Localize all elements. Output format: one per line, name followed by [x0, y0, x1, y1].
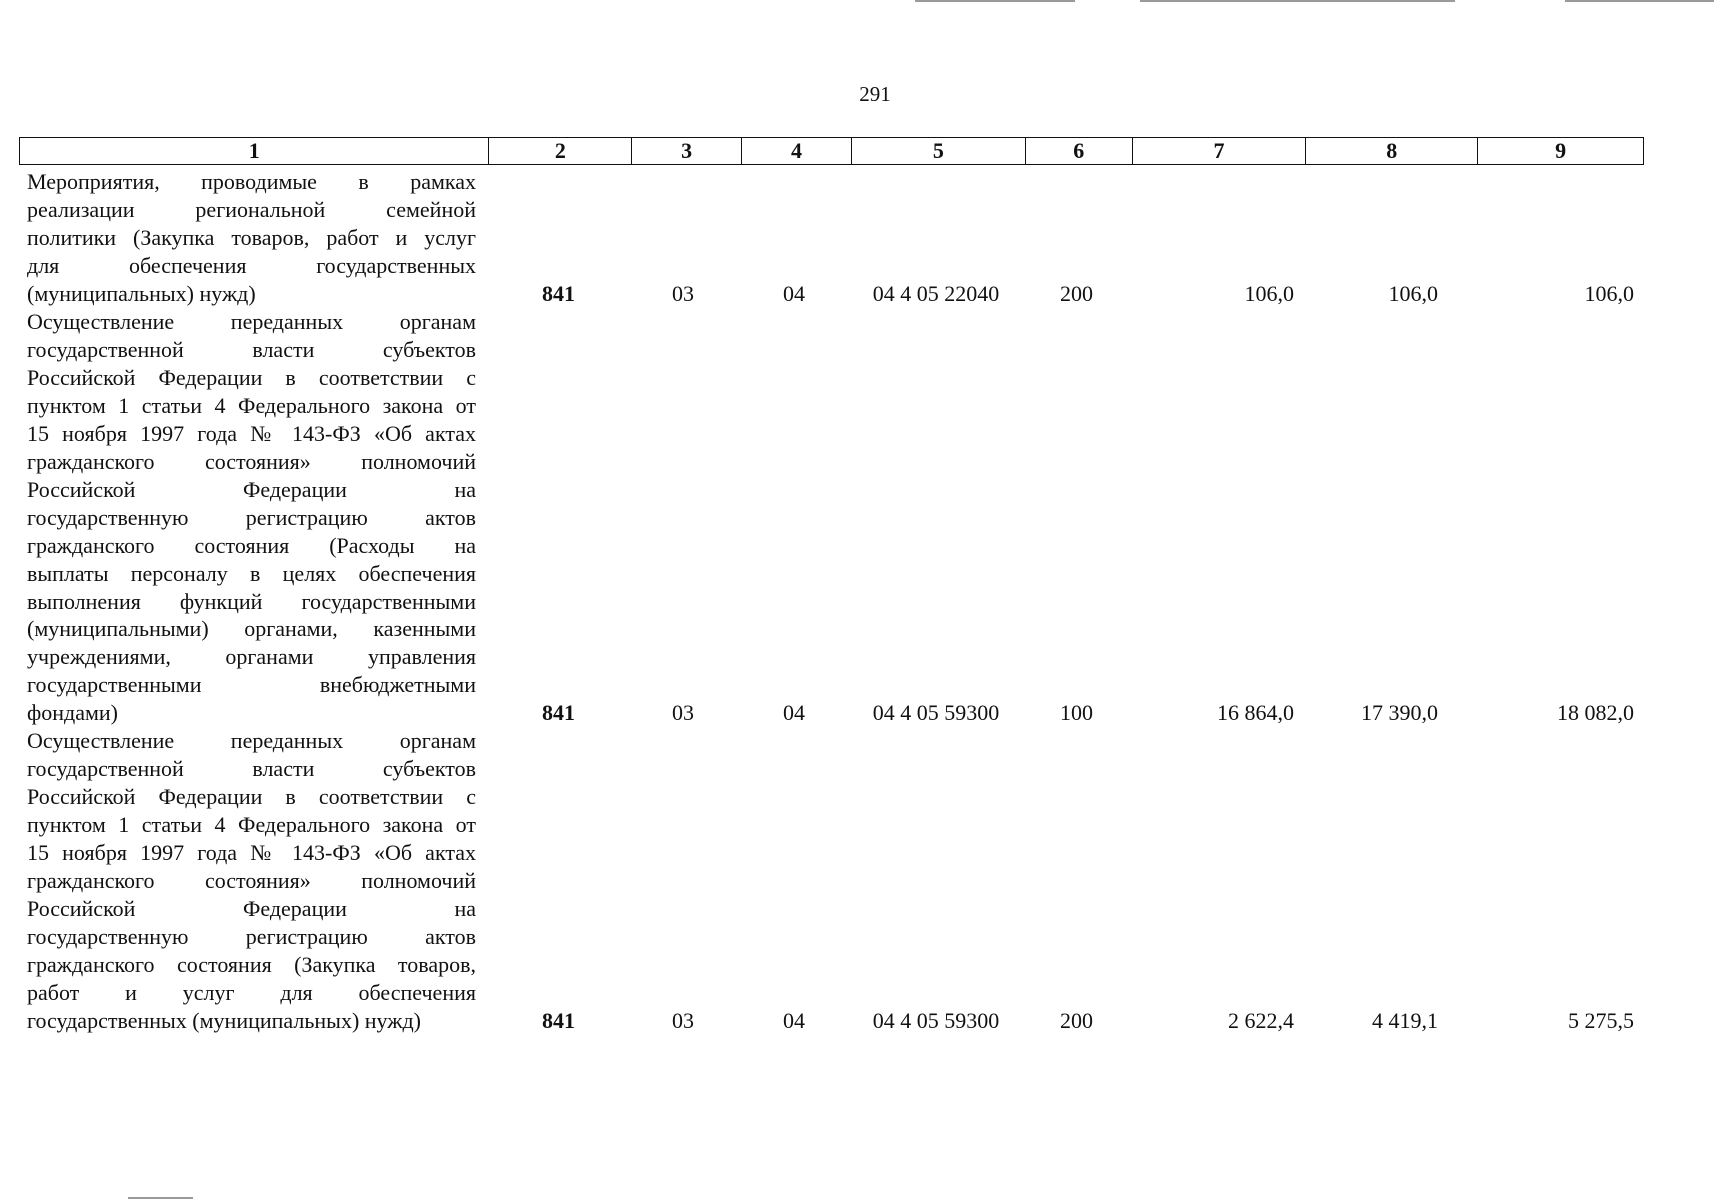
amount-year-3: 106,0 [1584, 281, 1634, 306]
description-line: пунктом 1 статьи 4 Федерального закона от [27, 392, 476, 418]
scan-artifact-top-3 [1565, 0, 1714, 2]
column-header-8: 8 [1305, 138, 1477, 164]
description-line: (муниципальными) органами, казенными [27, 616, 476, 642]
description-line: государственную регистрацию актов [27, 504, 476, 530]
row-description [27, 308, 476, 727]
description-line: работ и услуг для обеспечения [27, 979, 476, 1005]
amount-year-2: 17 390,0 [1361, 700, 1438, 725]
description-line: фондами) [27, 700, 119, 726]
description-line: Российской Федерации на [27, 895, 476, 921]
section-code: 03 [672, 1008, 694, 1033]
description-line: политики (Закупка товаров, работ и услуг [27, 224, 476, 250]
subsection-code: 04 [783, 1008, 805, 1033]
description-line: выполнения функций государственными [27, 588, 476, 614]
amount-year-2: 106,0 [1388, 281, 1438, 306]
description-line: гражданского состояния» полномочий [27, 867, 476, 893]
scan-artifact-top-2 [1140, 0, 1455, 2]
description-line: для обеспечения государственных [27, 252, 476, 278]
section-code: 03 [672, 281, 694, 306]
column-header-5: 5 [851, 138, 1025, 164]
amount-year-3: 5 275,5 [1568, 1008, 1634, 1033]
table-header-row [19, 137, 1644, 165]
expense-type-code: 200 [1060, 1008, 1093, 1033]
description-line: государственных (муниципальных) нужд) [27, 1007, 421, 1033]
target-article-code: 04 4 05 59300 [872, 700, 1000, 725]
column-header-9: 9 [1477, 138, 1643, 164]
column-header-4: 4 [741, 138, 851, 164]
subsection-code: 04 [783, 700, 805, 725]
column-header-3: 3 [631, 138, 741, 164]
amount-year-3: 18 082,0 [1557, 700, 1634, 725]
description-line: гражданского состояния (Расходы на [27, 532, 476, 558]
description-line: учреждениями, органами управления [27, 644, 476, 670]
scan-artifact-top-1 [915, 0, 1075, 2]
description-line: Российской Федерации на [27, 476, 476, 502]
description-line: Осуществление переданных органам [27, 728, 476, 753]
row-description [27, 727, 476, 1034]
ministry-code: 841 [542, 1008, 575, 1033]
amount-year-1: 106,0 [1244, 281, 1294, 306]
column-header-1: 1 [248, 138, 260, 163]
description-line: гражданского состояния» полномочий [27, 448, 476, 474]
page-number: 291 [859, 82, 891, 106]
expense-type-code: 200 [1060, 281, 1093, 306]
amount-year-1: 16 864,0 [1217, 700, 1294, 725]
description-line: государственную регистрацию актов [27, 923, 476, 949]
description-line: пунктом 1 статьи 4 Федерального закона от [27, 811, 476, 837]
ministry-code: 841 [542, 281, 575, 306]
description-line: гражданского состояния (Закупка товаров, [27, 951, 476, 977]
description-line: 15 ноября 1997 года № 143-ФЗ «Об актах [27, 839, 476, 865]
description-line: реализации региональной семейной [27, 196, 476, 222]
description-line: государственными внебюджетными [27, 672, 476, 698]
description-line: государственной власти субъектов [27, 755, 476, 781]
column-header-6: 6 [1025, 138, 1132, 164]
description-line: Мероприятия, проводимые в рамках [27, 169, 476, 194]
subsection-code: 04 [783, 281, 805, 306]
description-line: (муниципальных) нужд) [27, 280, 256, 306]
description-line: Российской Федерации в соответствии с [27, 364, 476, 390]
description-line: Российской Федерации в соответствии с [27, 783, 476, 809]
description-line: Осуществление переданных органам [27, 309, 476, 334]
description-line: 15 ноября 1997 года № 143-ФЗ «Об актах [27, 420, 476, 446]
amount-year-2: 4 419,1 [1372, 1008, 1438, 1033]
scan-artifact-bottom [128, 1197, 193, 1199]
expense-type-code: 100 [1060, 700, 1093, 725]
description-line: выплаты персоналу в целях обеспечения [27, 560, 476, 586]
section-code: 03 [672, 700, 694, 725]
description-line: государственной власти субъектов [27, 336, 476, 362]
amount-year-1: 2 622,4 [1228, 1008, 1294, 1033]
column-header-7: 7 [1132, 138, 1306, 164]
ministry-code: 841 [542, 700, 575, 725]
target-article-code: 04 4 05 22040 [872, 281, 1000, 306]
target-article-code: 04 4 05 59300 [872, 1008, 1000, 1033]
column-header-2: 2 [488, 138, 631, 164]
row-description [27, 168, 476, 308]
